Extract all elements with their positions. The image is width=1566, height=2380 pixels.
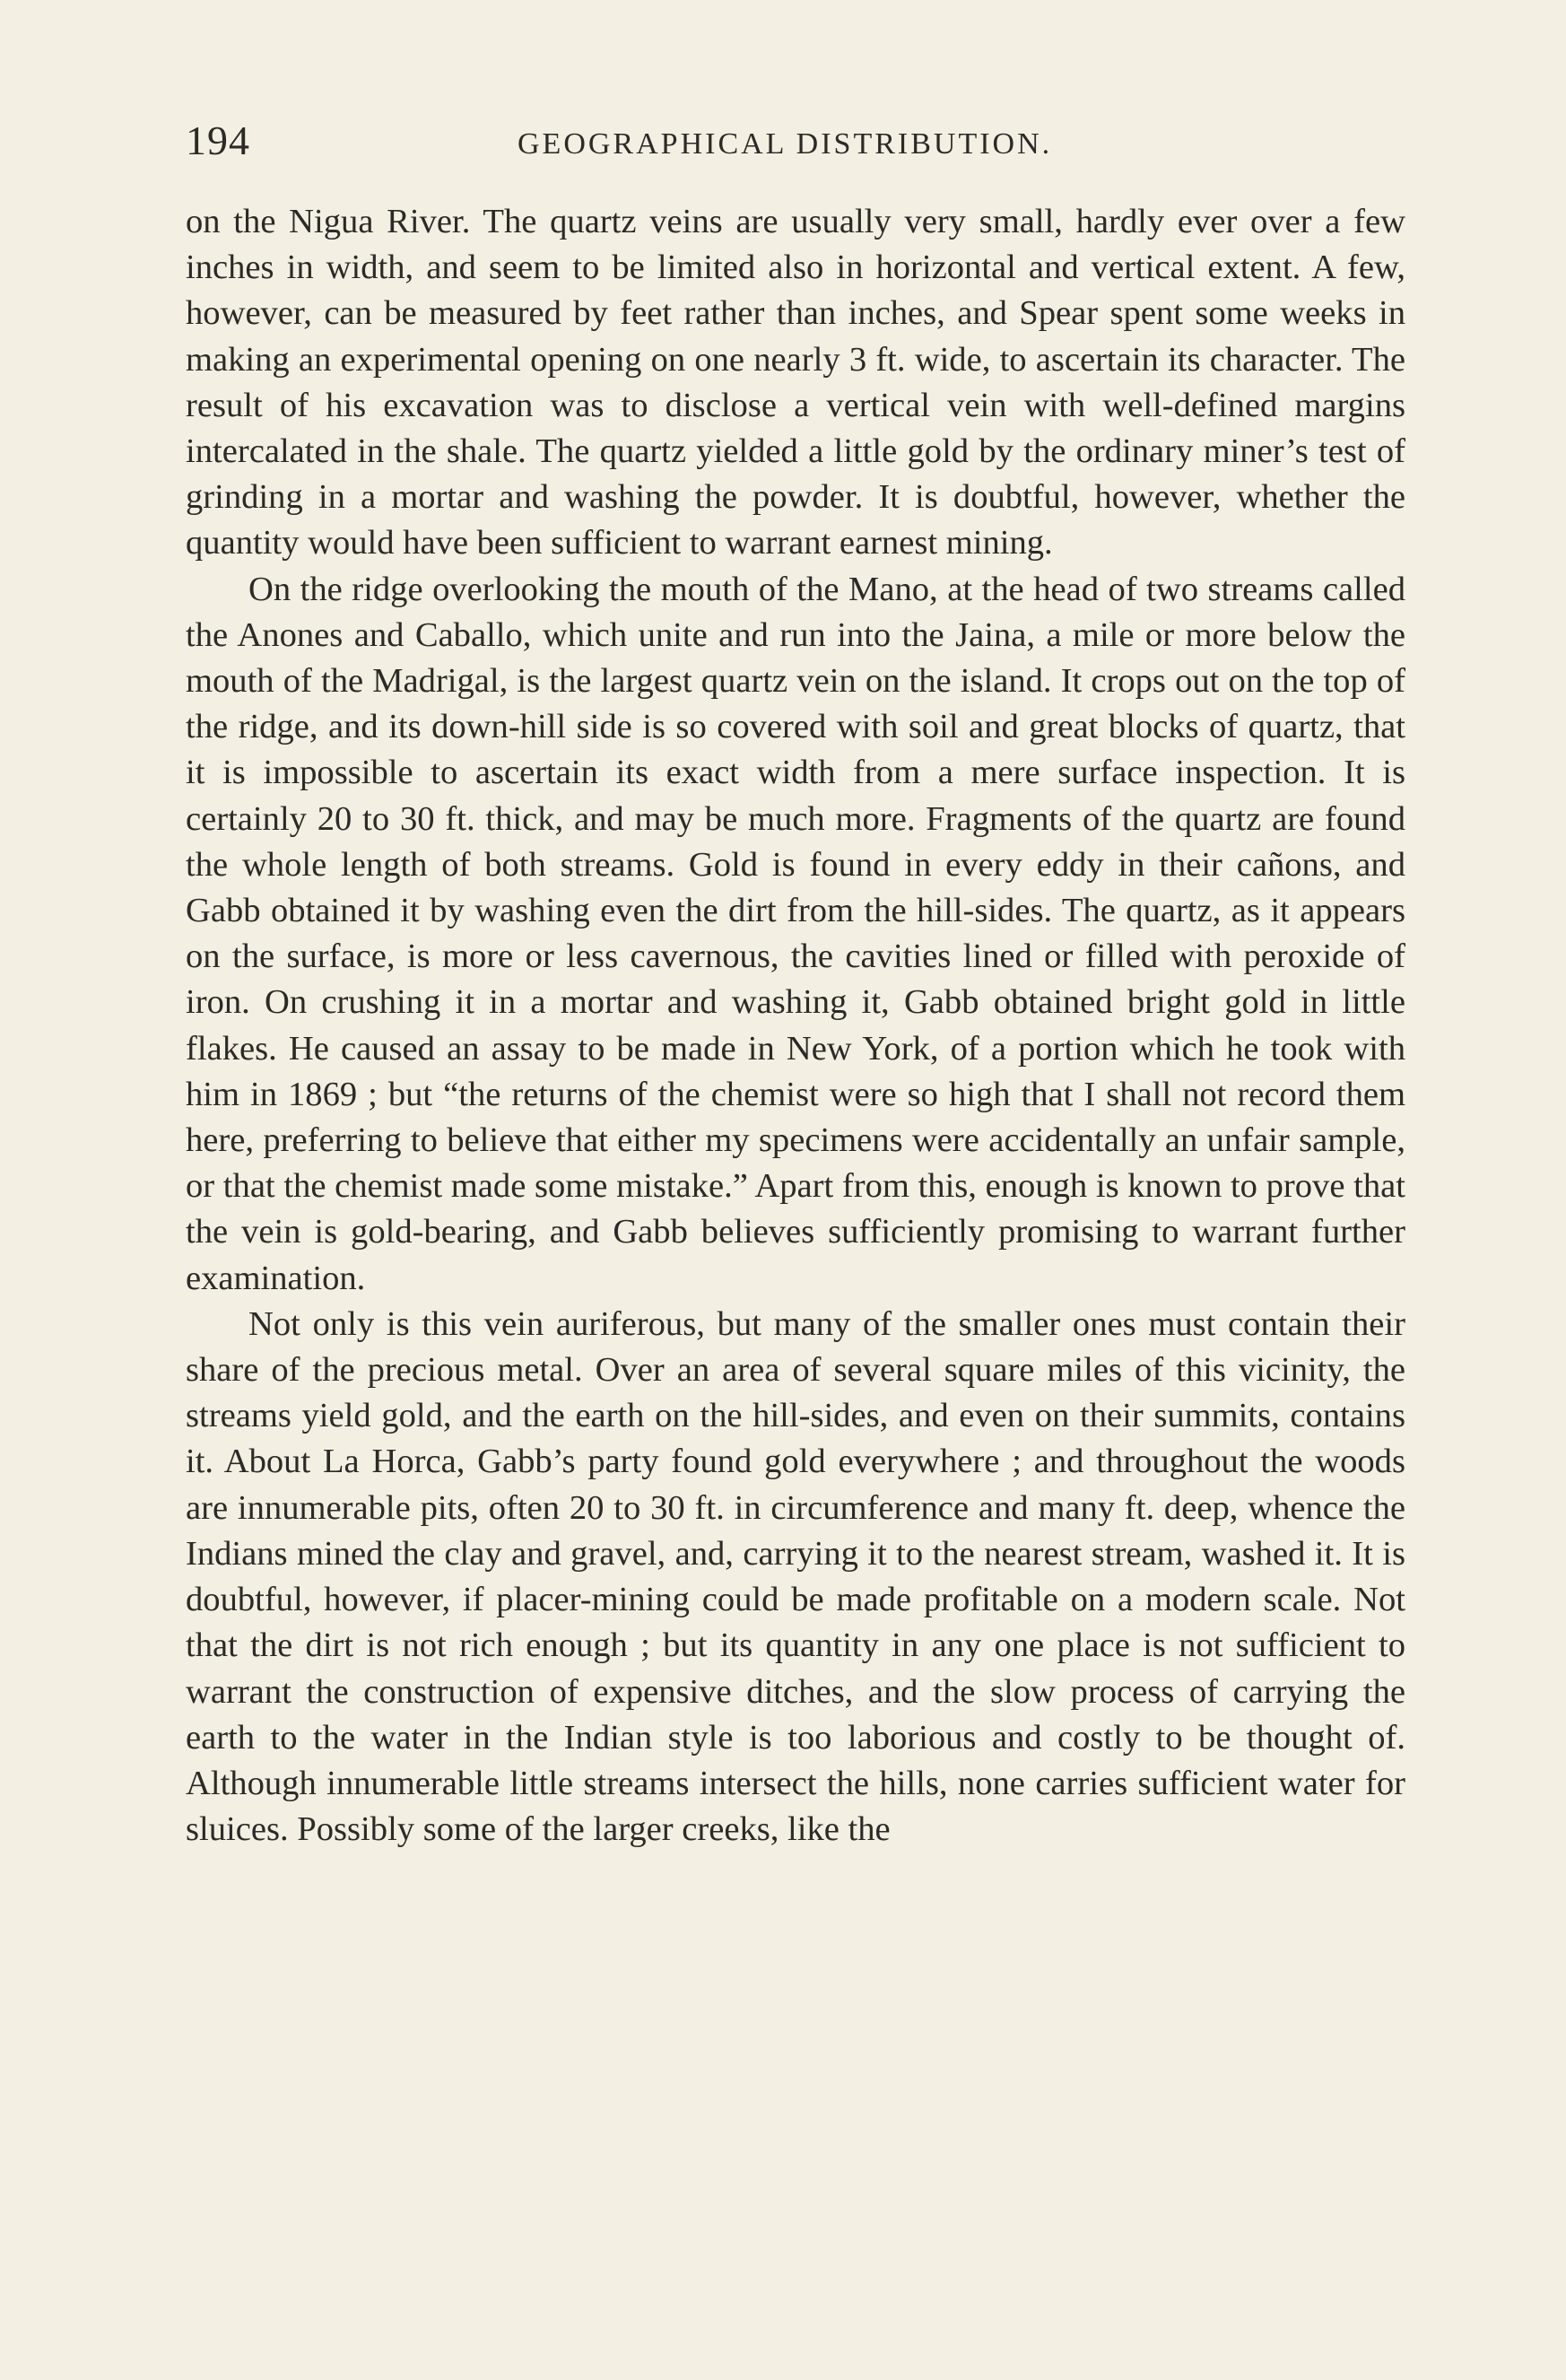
paragraph-continued: on the Nigua River. The quartz veins are usually very small, hardly ever over a few inches in width, and seem to be limited also in horizontal and vertical extent. A few, however, can be measured by feet rather than inches, and Spear spent some weeks in making an experimental opening on one nearly 3 ft. wide, to ascertain its character. The result of his excavation was to disclose a vertical vein with well-defined margins intercalated in the shale. The quartz yielded a little gold by the ordinary miner’s test of grinding in a mortar and washing the powder. It is doubtful, however, whether the quantity would have been sufficient to warrant earnest mining. [186, 203, 1405, 562]
running-head [186, 117, 1414, 170]
paragraph-placer-mining: Not only is this vein auriferous, but many of the smaller ones must contain their share of the precious metal. Over an area of several square miles of this vicinity, the streams yield gold, and the earth on the hill-sides, and even on their summits, contains it. About La Horca, Gabb’s party found gold everywhere ; and throughout the woods are innumerable pits, often 20 to 30 ft. in circumference and many ft. deep, whence the Indians mined the clay and gravel, and, carrying it to the nearest stream, washed it. It is doubtful, however, if placer-mining could be made profitable on a modern scale. Not that the dirt is not rich enough ; but its quantity in any one place is not sufficient to warrant the construction of expensive ditches, and the slow process of carrying the earth to the water in the Indian style is too laborious and costly to be thought of. Although innumerable little streams intersect the hills, none carries sufficient water for sluices. Possibly some of the larger creeks, like the [186, 1304, 1405, 1849]
paragraph-quartz-vein: On the ridge overlooking the mouth of the Mano, at the head of two streams called the Anones and Caballo, which unite and run into the Jaina, a mile or more below the mouth of the Madrigal, is the largest quartz vein on the island. It crops out on the top of the ridge, and its down-hill side is so covered with soil and great blocks of quartz, that it is impossible to ascertain its exact width from a mere surface inspection. It is certainly 20 to 30 ft. thick, and may be much more. Fragments of the quartz are found the whole length of both streams. Gold is found in every eddy in their cañons, and Gabb obtained it by washing even the dirt from the hill-sides. The quartz, as it appears on the surface, is more or less cavernous, the cavities lined or filled with peroxide of iron. On crushing it in a mortar and washing it, Gabb obtained bright gold in little flakes. He caused an assay to be made in New York, of a portion which he took with him in 1869 ; but “the returns of the chemist were so high that I shall not record them here, preferring to believe that either my specimens were accidentally an unfair sample, or that the chemist made some mistake.” Apart from this, enough is known to prove that the vein is gold-bearing, and Gabb believes sufficiently promising to warrant further examination. [186, 570, 1405, 1297]
page-number: 194 [186, 118, 250, 163]
section-title: GEOGRAPHICAL DISTRIBUTION. [518, 127, 1053, 161]
body-text [186, 199, 1405, 1853]
